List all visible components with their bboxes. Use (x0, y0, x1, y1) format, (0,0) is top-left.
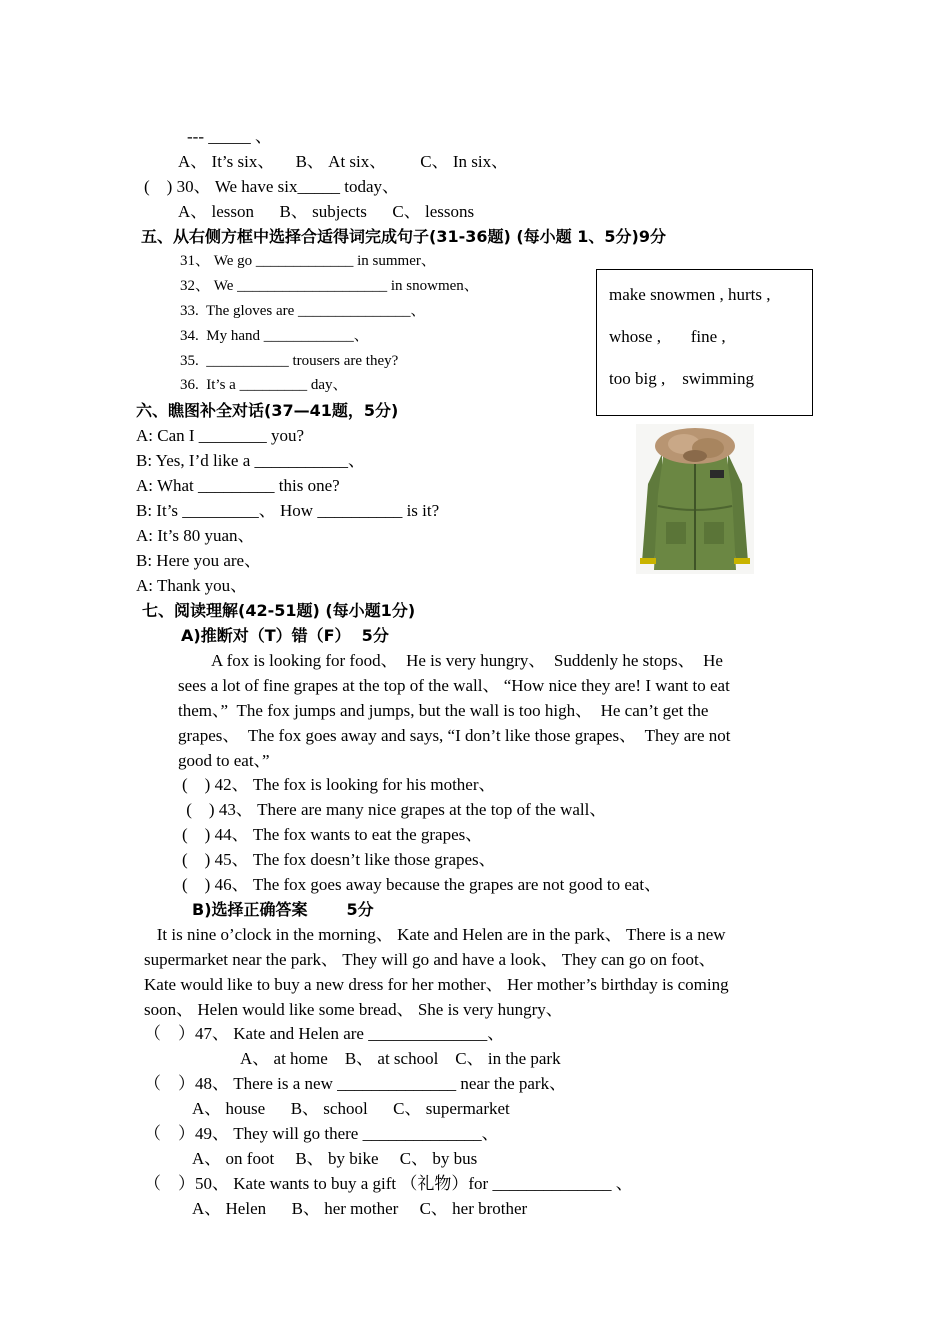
q30-stem: ( ) 30、 We have six_____ today、 (144, 177, 399, 196)
dialogue-line: A: Can I ________ you? (136, 426, 305, 445)
q33: 33. The gloves are _______________、 (180, 303, 426, 319)
q42: ( ) 42、 The fox is looking for his mother、 (182, 775, 496, 794)
dialogue-line: A: What _________ this one? (136, 476, 340, 495)
partA-heading: A)推断对（T）错（F） 5分 (181, 626, 389, 645)
q48-options: A、 house B、 school C、 supermarket (192, 1099, 510, 1118)
partB-passage-line: It is nine o’clock in the morning、 Kate and Helen are in the park、 There is a new (144, 925, 726, 944)
dialogue-line: B: It’s _________、 How __________ is it? (136, 501, 440, 520)
dialogue-line: B: Yes, I’d like a ___________、 (136, 451, 366, 470)
dialogue-line: B: Here you are、 (136, 551, 262, 570)
word-bank-line: whose , fine , (609, 327, 726, 346)
section5-heading: 五、从右侧方框中选择合适得词完成句子(31-36题) (每小题 1、5分)9分 (141, 227, 666, 246)
partB-passage-line: supermarket near the park、 They will go and have a look、 They can go on foot、 (144, 950, 716, 969)
section6-heading: 六、瞧图补全对话(37—41题，5分) (136, 401, 399, 420)
q44: ( ) 44、 The fox wants to eat the grapes、 (182, 825, 483, 844)
q29-answer-blank: --- _____ 、 (187, 127, 272, 146)
q34: 34. My hand ____________、 (180, 328, 369, 344)
coat-icon (636, 424, 754, 574)
partA-passage-line: A fox is looking for food、 He is very hungry、 Suddenly he stops、 He (178, 651, 723, 670)
partB-heading: B)选择正确答案 5分 (192, 900, 374, 919)
q47-options: A、 at home B、 at school C、 in the park (240, 1049, 561, 1068)
word-bank-line: make snowmen , hurts , (609, 285, 771, 304)
partA-passage-line: good to eat、” (178, 751, 270, 770)
q49-stem: （ ）49、 They will go there ______________、 (144, 1124, 499, 1143)
section7-heading: 七、阅读理解(42-51题) (每小题1分) (142, 601, 416, 620)
q36: 36. It’s a _________ day、 (180, 377, 348, 393)
dialogue-line: A: It’s 80 yuan、 (136, 526, 255, 545)
word-bank-line: too big , swimming (609, 369, 754, 388)
q50-stem: （ ）50、 Kate wants to buy a gift （礼物）for ______________ 、 (144, 1174, 633, 1193)
q31: 31、 We go _____________ in summer、 (180, 253, 436, 269)
partB-passage-line: Kate would like to buy a new dress for her mother、 Her mother’s birthday is coming (144, 975, 729, 994)
q30-options: A、 lesson B、 subjects C、 lessons (178, 202, 475, 221)
q50-options: A、 Helen B、 her mother C、 her brother (192, 1199, 528, 1218)
partA-passage-line: them、” The fox jumps and jumps, but the wall is too high、 He can’t get the (178, 701, 709, 720)
q47-stem: （ ）47、 Kate and Helen are ______________、 (144, 1024, 505, 1043)
green-coat-image (636, 424, 754, 574)
q48-stem: （ ）48、 There is a new ______________ near the park、 (144, 1074, 567, 1093)
dialogue-line: A: Thank you、 (136, 576, 248, 595)
word-bank-box (596, 269, 813, 416)
q49-options: A、 on foot B、 by bike C、 by bus (192, 1149, 478, 1168)
partA-passage-line: sees a lot of fine grapes at the top of the wall、 “How nice they are! I want to eat (178, 676, 730, 695)
q32: 32、 We ____________________ in snowmen、 (180, 278, 479, 294)
q46: ( ) 46、 The fox goes away because the grapes are not good to eat、 (182, 875, 662, 894)
q45: ( ) 45、 The fox doesn’t like those grapes、 (182, 850, 496, 869)
partB-passage-line: soon、 Helen would like some bread、 She is very hungry、 (144, 1000, 563, 1019)
q43: ( ) 43、 There are many nice grapes at the top of the wall、 (182, 800, 607, 819)
q35: 35. ___________ trousers are they? (180, 353, 399, 369)
partA-passage-line: grapes、 The fox goes away and says, “I don’t like those grapes、 They are not (178, 726, 731, 745)
q29-options: A、 It’s six、 B、 At six、 C、 In six、 (178, 152, 509, 171)
